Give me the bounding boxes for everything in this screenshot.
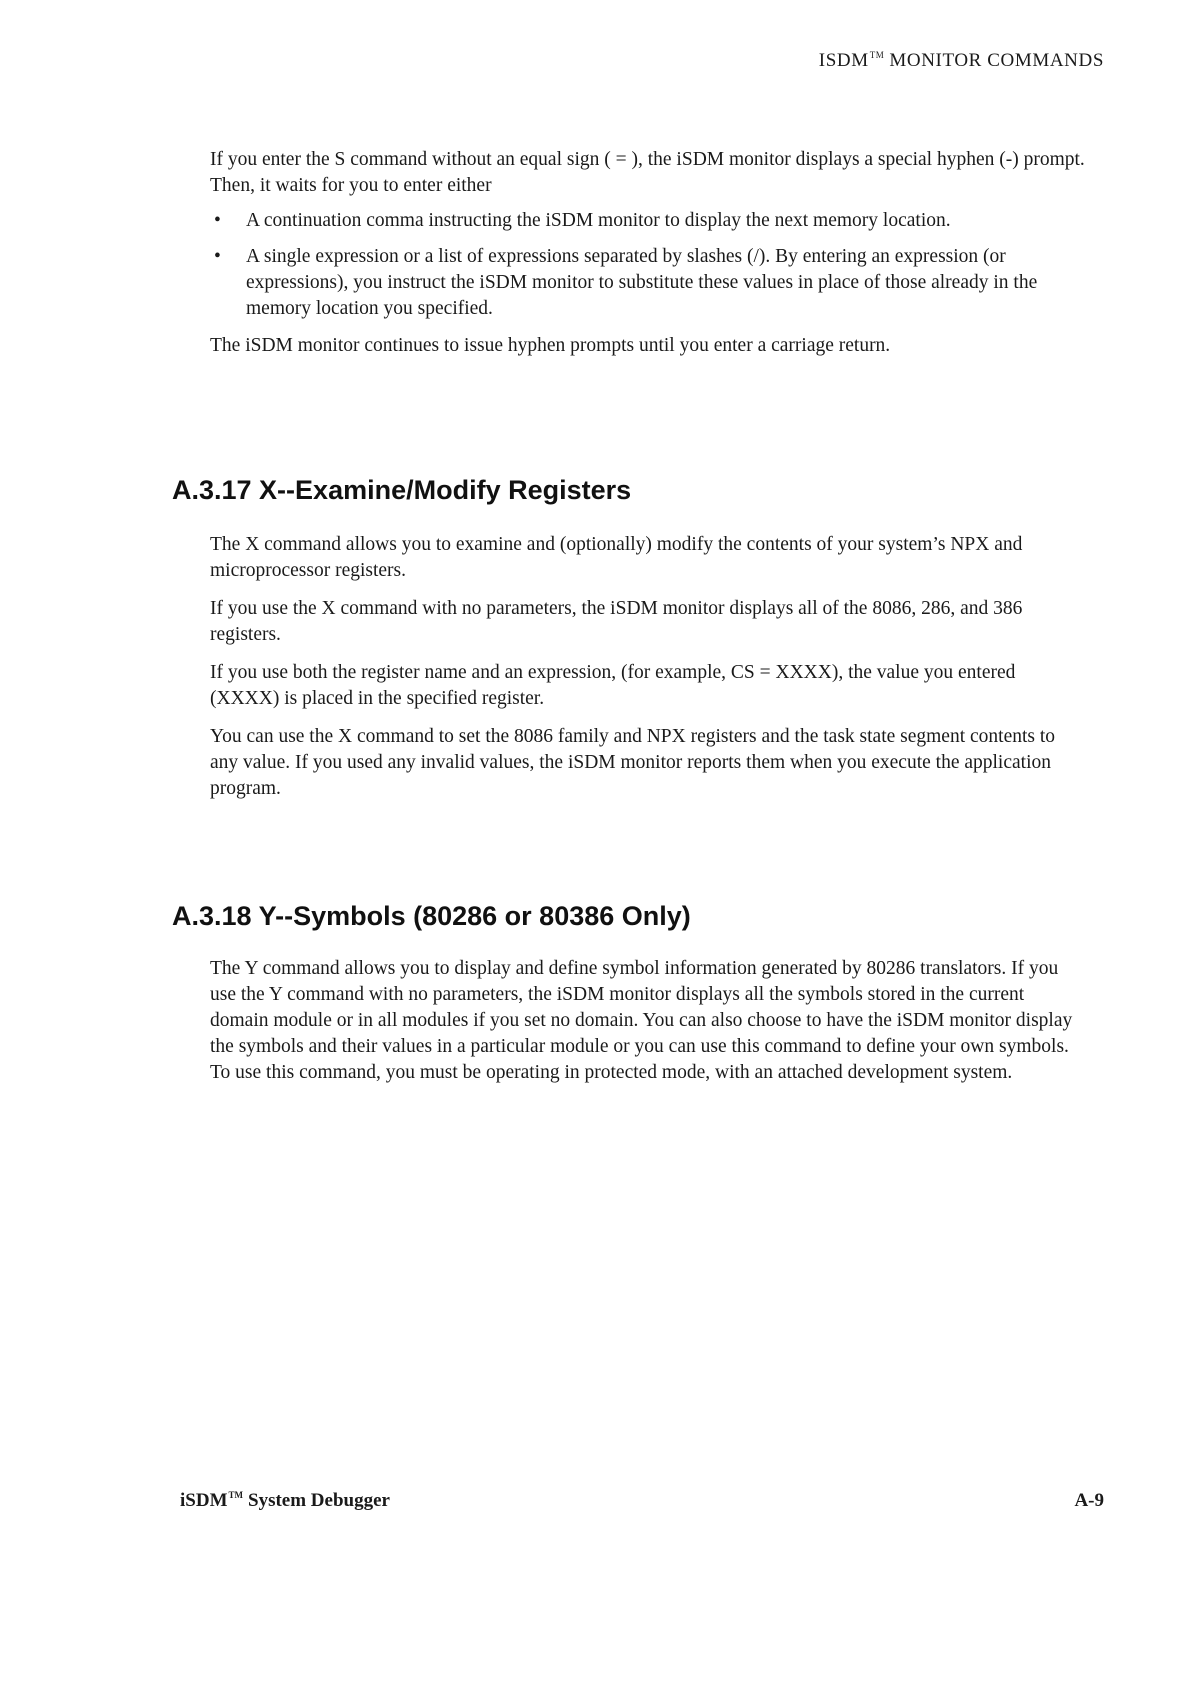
list-item-text: A single expression or a list of expressions separated by slashes (/). By entering an expression (or expressions), you instruct the iSDM monitor to substitute these values in place of those already in the memory location you specified. <box>246 246 1038 319</box>
s-command-intro: If you enter the S command without an equal sign ( = ), the iSDM monitor displays a special hyphen (-) prompt. Then, it waits for you to enter either <box>210 149 1085 196</box>
section-heading-x-command: A.3.17 X--Examine/Modify Registers <box>172 475 632 505</box>
section-heading-y-command: A.3.18 Y--Symbols (80286 or 80386 Only) <box>172 901 691 931</box>
y-command-paragraph: The Y command allows you to display and define symbol information generated by 80286 translators. If you use the Y command with no parameters, the iSDM monitor displays all the symbols stored in the current domain module or in all modules if you set no domain. You can also choose to have the iSDM monitor display the symbols and their values in a particular module or you can use this command to define your own symbols. To use this command, you must be operating in protected mode, with an attached development system. <box>210 958 1073 1083</box>
x-command-paragraph: If you use both the register name and an expression, (for example, CS = XXXX), the value you entered (XXXX) is placed in the specified register. <box>210 662 1016 709</box>
x-command-paragraph: If you use the X command with no parameters, the iSDM monitor displays all of the 8086, 286, and 386 registers. <box>210 598 1023 645</box>
running-head <box>819 50 1104 72</box>
trademark-mark: TM <box>228 1490 243 1500</box>
list-item-text: A continuation comma instructing the iSDM monitor to display the next memory location. <box>246 210 951 231</box>
x-command-paragraph: You can use the X command to set the 8086 family and NPX registers and the task state segment contents to any value. If you used any invalid values, the iSDM monitor reports them when you execute the application program. <box>210 726 1056 799</box>
bullet-marker: • <box>214 246 221 267</box>
page-number: A-9 <box>1074 1490 1104 1511</box>
s-command-block <box>210 147 1085 359</box>
running-head-product: ISDM <box>818 50 869 71</box>
x-command-paragraph: The X command allows you to examine and (optionally) modify the contents of your system’s NPX and microprocessor registers. <box>210 534 1023 581</box>
x-command-section-body <box>210 532 1085 802</box>
running-head-title: MONITOR COMMANDS <box>889 50 1104 71</box>
footer-title: System Debugger <box>248 1490 390 1511</box>
y-command-section-body <box>210 956 1085 1086</box>
s-command-options-list <box>210 208 1085 322</box>
s-command-closing: The iSDM monitor continues to issue hyphen prompts until you enter a carriage return. <box>210 335 891 356</box>
footer-product: iSDM <box>180 1490 228 1511</box>
list-item <box>210 244 1085 322</box>
trademark-mark: TM <box>869 50 885 60</box>
list-item <box>210 208 1085 234</box>
footer-product-name <box>180 1490 390 1512</box>
bullet-marker: • <box>214 210 221 231</box>
